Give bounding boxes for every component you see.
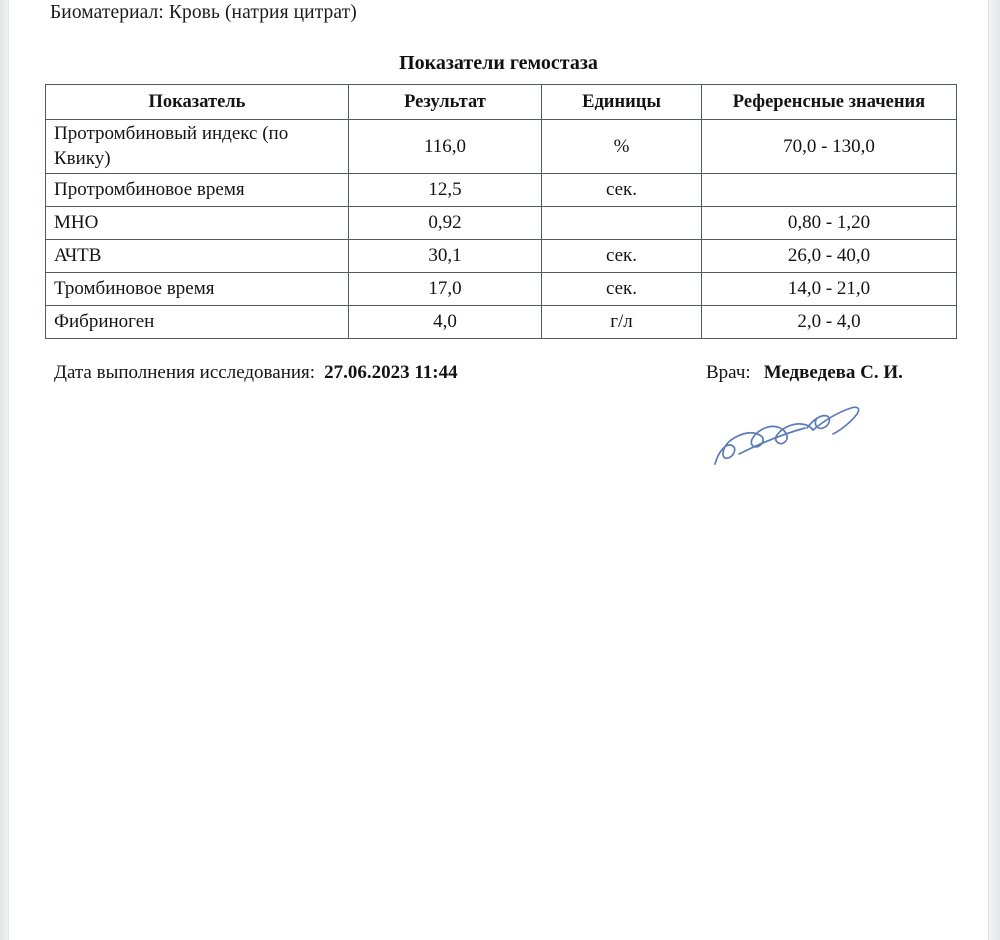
- doctor-block: [706, 362, 903, 384]
- table-row: [46, 273, 957, 306]
- cell-reference: 70,0 - 130,0: [702, 120, 957, 174]
- report-footer: [9, 362, 988, 392]
- execution-date-label: Дата выполнения исследования:: [54, 362, 316, 383]
- cell-indicator-name: Протромбиновый индекс (по Квику): [46, 120, 349, 174]
- column-header-name: Показатель: [46, 85, 349, 120]
- table-row: [46, 120, 957, 174]
- biomaterial-line: Биоматериал: Кровь (натрия цитрат): [50, 2, 357, 23]
- cell-reference: 14,0 - 21,0: [702, 273, 957, 306]
- cell-indicator-name: Протромбиновое время: [46, 174, 349, 207]
- cell-units: [542, 207, 702, 240]
- cell-result: 30,1: [349, 240, 542, 273]
- cell-reference: 26,0 - 40,0: [702, 240, 957, 273]
- table-row: [46, 306, 957, 339]
- table-row: [46, 207, 957, 240]
- cell-units: сек.: [542, 240, 702, 273]
- doctor-name: Медведева С. И.: [763, 362, 903, 383]
- hemostasis-results-table: [45, 84, 957, 339]
- cell-result: 0,92: [349, 207, 542, 240]
- cell-indicator-name: АЧТВ: [46, 240, 349, 273]
- execution-date-value: 27.06.2023 11:44: [324, 362, 458, 383]
- cell-result: 4,0: [349, 306, 542, 339]
- column-header-result: Результат: [349, 85, 542, 120]
- cell-indicator-name: Тромбиновое время: [46, 273, 349, 306]
- table-row: [46, 174, 957, 207]
- cell-units: %: [542, 120, 702, 174]
- cell-units: сек.: [542, 174, 702, 207]
- cell-reference: 2,0 - 4,0: [702, 306, 957, 339]
- cell-reference: [702, 174, 957, 207]
- cell-result: 12,5: [349, 174, 542, 207]
- column-header-units: Единицы: [542, 85, 702, 120]
- doctor-label: Врач:: [706, 362, 751, 383]
- handwritten-signature-icon: [709, 398, 879, 478]
- column-header-reference: Референсные значения: [702, 85, 957, 120]
- page-left-margin-strip: [0, 0, 9, 940]
- report-page: [9, 0, 988, 940]
- execution-date-block: [54, 362, 458, 384]
- page-right-margin-strip: [988, 0, 1000, 940]
- cell-result: 17,0: [349, 273, 542, 306]
- page-title: Показатели гемостаза: [399, 52, 598, 74]
- cell-result: 116,0: [349, 120, 542, 174]
- cell-units: сек.: [542, 273, 702, 306]
- cell-units: г/л: [542, 306, 702, 339]
- cell-indicator-name: МНО: [46, 207, 349, 240]
- cell-indicator-name: Фибриноген: [46, 306, 349, 339]
- cell-reference: 0,80 - 1,20: [702, 207, 957, 240]
- table-row: [46, 240, 957, 273]
- table-header-row: [46, 85, 957, 120]
